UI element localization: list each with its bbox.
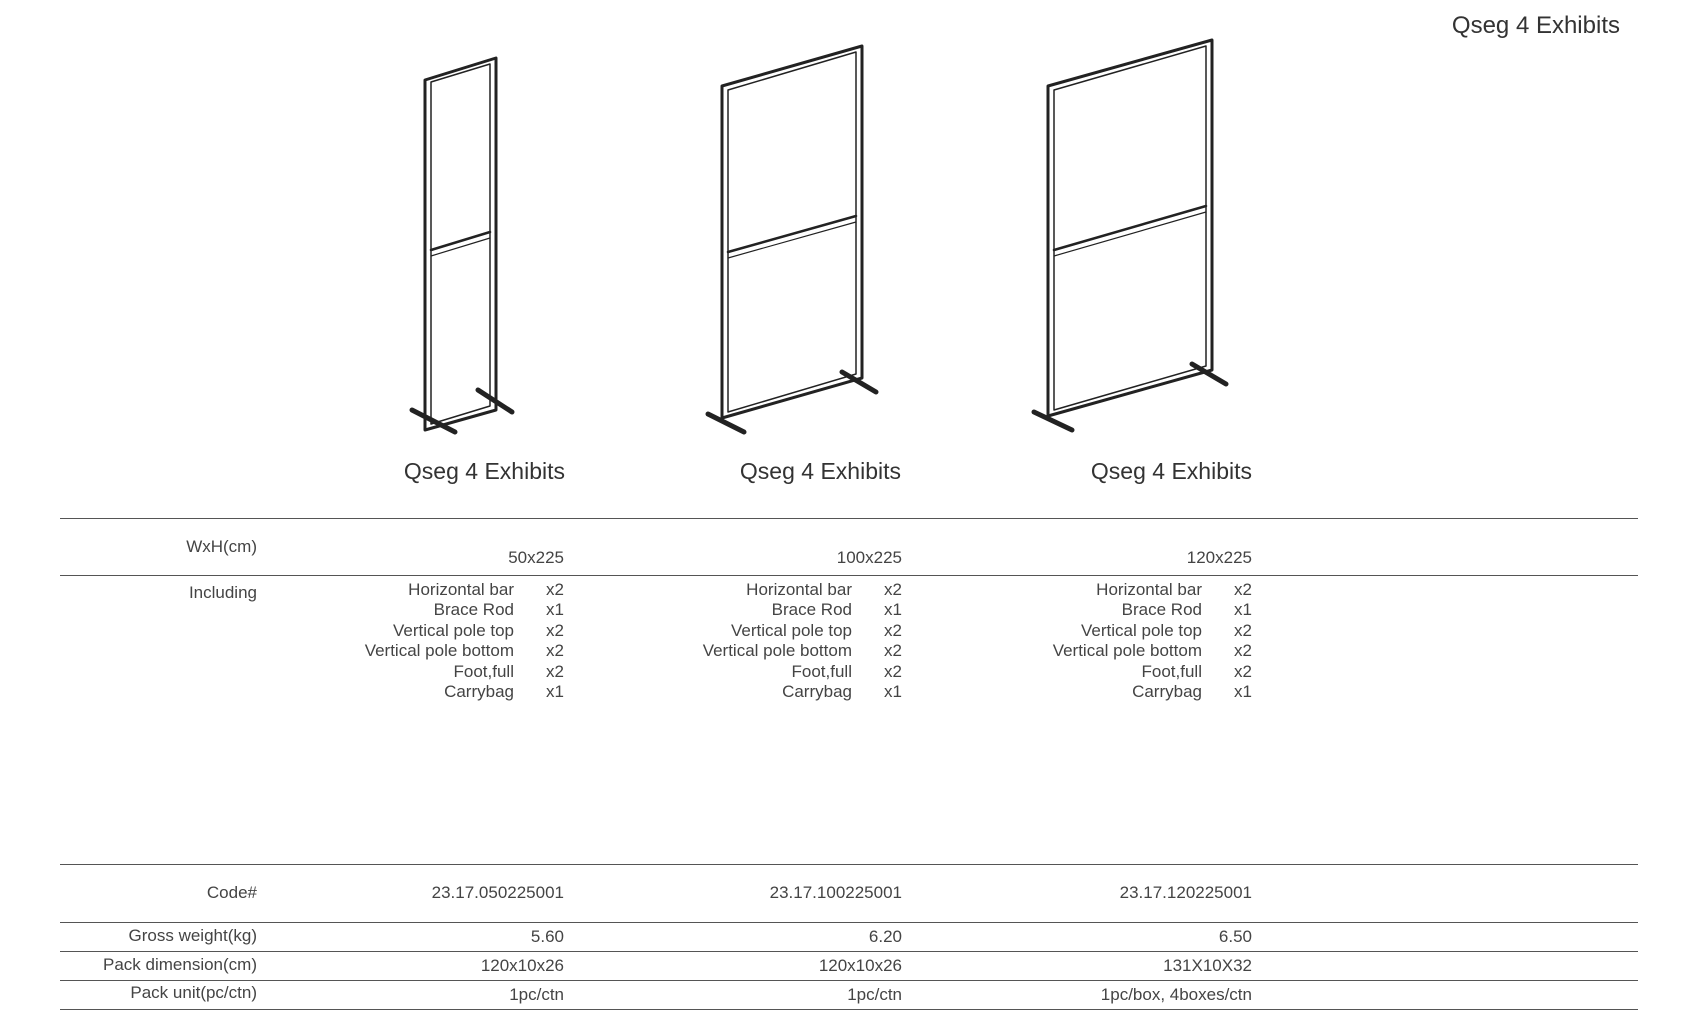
list-item: [314, 600, 564, 620]
size-label: WxH(cm): [186, 537, 257, 556]
item-name: Horizontal bar: [408, 580, 514, 599]
code-value: 23.17.100225001: [769, 883, 902, 902]
list-item: [652, 621, 902, 641]
item-qty: x2: [1234, 580, 1252, 599]
frame-drawing-120x225: [1034, 40, 1226, 430]
list-item: [1002, 600, 1252, 620]
pack-unit-value: 1pc/ctn: [847, 985, 902, 1004]
item-qty: x1: [884, 682, 902, 702]
table-rule: [60, 980, 1638, 981]
list-item: [314, 621, 564, 641]
pack-unit-label: Pack unit(pc/ctn): [130, 983, 257, 1002]
gross-weight-value: 6.50: [1218, 927, 1252, 946]
list-item: [652, 682, 902, 702]
gross-weight-value: 5.60: [530, 927, 564, 946]
pack-dimension-value: 120x10x26: [818, 956, 902, 975]
pack-dimension-label: Pack dimension(cm): [103, 955, 257, 974]
frame-drawing-100x225: [708, 46, 876, 432]
gross-weight-label: Gross weight(kg): [128, 926, 257, 945]
product-name: Qseg 4 Exhibits: [403, 458, 565, 484]
item-qty: x2: [1234, 620, 1252, 640]
item-name: Carrybag: [1132, 682, 1202, 702]
list-item: [652, 600, 902, 620]
list-item: [314, 682, 564, 702]
pack-dimension-value: 120x10x26: [480, 956, 564, 975]
code-label: Code#: [206, 883, 257, 902]
including-list: [314, 580, 564, 702]
item-name: Vertical pole bottom: [1052, 641, 1202, 661]
list-item: [1002, 621, 1252, 641]
item-qty: x1: [546, 682, 564, 702]
list-item: [1002, 662, 1252, 682]
item-qty: x2: [884, 580, 902, 599]
table-rule: [60, 518, 1638, 519]
item-name: Brace Rod: [1121, 600, 1202, 620]
including-label: Including: [188, 583, 257, 602]
item-qty: x1: [1234, 682, 1252, 702]
page-title: Qseg 4 Exhibits: [1451, 12, 1620, 39]
pack-unit-value: 1pc/ctn: [509, 985, 564, 1004]
list-item: [652, 662, 902, 682]
item-qty: x1: [1234, 600, 1252, 620]
item-qty: x2: [546, 620, 564, 640]
frame-drawing-50x225: [412, 58, 512, 432]
item-qty: x2: [546, 661, 564, 681]
table-rule: [60, 922, 1638, 923]
item-name: Foot,full: [1141, 661, 1202, 681]
item-qty: x2: [884, 661, 902, 681]
item-name: Foot,full: [453, 661, 514, 681]
item-qty: x2: [546, 641, 564, 661]
table-rule: [60, 575, 1638, 576]
item-name: Vertical pole bottom: [702, 641, 852, 661]
code-value: 23.17.050225001: [431, 883, 564, 902]
size-value: 100x225: [836, 548, 902, 567]
item-qty: x2: [1234, 641, 1252, 661]
item-name: Carrybag: [782, 682, 852, 702]
item-name: Vertical pole top: [731, 620, 852, 640]
item-name: Horizontal bar: [1096, 580, 1202, 599]
list-item: [1002, 641, 1252, 661]
list-item: [652, 580, 902, 600]
product-illustrations: [0, 0, 1684, 470]
item-name: Vertical pole bottom: [364, 641, 514, 661]
list-item: [314, 580, 564, 600]
item-qty: x2: [1234, 661, 1252, 681]
item-qty: x2: [546, 580, 564, 599]
item-name: Vertical pole top: [1081, 620, 1202, 640]
item-qty: x2: [884, 620, 902, 640]
gross-weight-value: 6.20: [868, 927, 902, 946]
product-name: Qseg 4 Exhibits: [1090, 458, 1252, 484]
table-rule: [60, 951, 1638, 952]
size-value: 120x225: [1186, 548, 1252, 567]
table-rule: [60, 1009, 1638, 1010]
item-name: Foot,full: [791, 661, 852, 681]
list-item: [1002, 682, 1252, 702]
size-value: 50x225: [508, 548, 564, 567]
item-name: Brace Rod: [771, 600, 852, 620]
list-item: [314, 641, 564, 661]
item-qty: x1: [546, 600, 564, 620]
list-item: [1002, 580, 1252, 600]
item-name: Horizontal bar: [746, 580, 852, 599]
product-name: Qseg 4 Exhibits: [739, 458, 901, 484]
including-list: [652, 580, 902, 702]
item-name: Brace Rod: [433, 600, 514, 620]
item-qty: x2: [884, 641, 902, 661]
code-value: 23.17.120225001: [1119, 883, 1252, 902]
table-rule: [60, 864, 1638, 865]
including-list: [1002, 580, 1252, 702]
list-item: [314, 662, 564, 682]
pack-dimension-value: 131X10X32: [1163, 956, 1252, 975]
pack-unit-value: 1pc/box, 4boxes/ctn: [1100, 985, 1252, 1004]
item-name: Vertical pole top: [393, 620, 514, 640]
item-qty: x1: [884, 600, 902, 620]
list-item: [652, 641, 902, 661]
item-name: Carrybag: [444, 682, 514, 702]
